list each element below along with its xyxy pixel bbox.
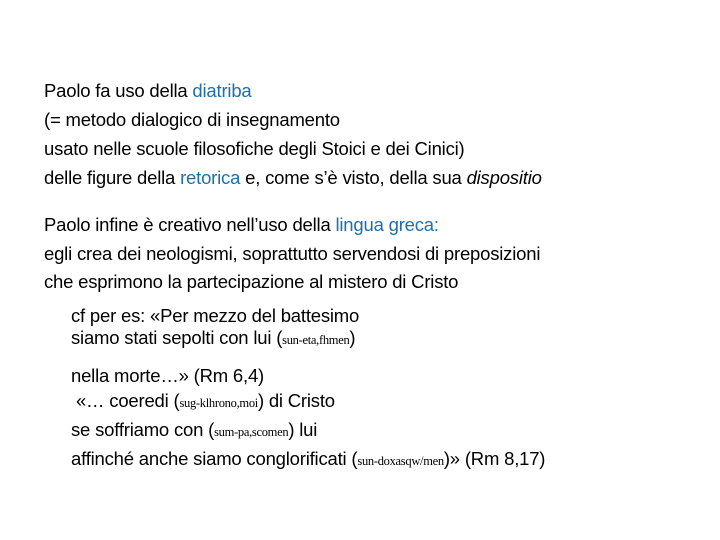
- text: affinché anche siamo conglorificati (: [71, 448, 358, 469]
- greek-word: sun-eta,fhmen: [282, 333, 350, 347]
- para1-line3: usato nelle scuole filosofiche degli Stoici e dei Cinici): [44, 138, 465, 159]
- greek-word: sug-klhrono,moi: [179, 396, 258, 410]
- text: se soffriamo con (: [71, 419, 215, 440]
- term-retorica: retorica: [180, 167, 241, 188]
- text: ): [349, 327, 356, 348]
- example-line2: [71, 327, 355, 351]
- para1-line4: [44, 167, 542, 189]
- example-line4: [71, 390, 335, 414]
- para2-line2: egli crea dei neologismi, soprattutto servendosi di preposizioni: [44, 243, 541, 264]
- text: )» (Rm 8,17): [443, 448, 546, 469]
- example-line1: cf per es: «Per mezzo del battesimo: [71, 305, 360, 326]
- example-line5: [71, 419, 317, 443]
- text: «… coeredi (: [71, 390, 180, 411]
- text: siamo stati sepolti con lui (: [71, 327, 283, 348]
- para2-line1: [44, 214, 439, 236]
- text: ) di Cristo: [257, 390, 335, 411]
- para1-line2: (= metodo dialogico di insegnamento: [44, 109, 340, 130]
- text: ) lui: [288, 419, 318, 440]
- term-dispositio: dispositio: [466, 167, 542, 188]
- text: e, come s’è visto, della sua: [240, 167, 467, 188]
- para2-line3: che esprimono la partecipazione al mistero di Cristo: [44, 271, 459, 292]
- example-line6: [71, 448, 545, 472]
- example-line3: nella morte…» (Rm 6,4): [71, 365, 264, 386]
- text: delle figure della: [44, 167, 181, 188]
- term-lingua-greca: lingua greca:: [335, 214, 439, 235]
- greek-word: sun-doxasqw/men: [357, 454, 444, 468]
- term-diatriba: diatriba: [192, 80, 252, 101]
- text: Paolo fa uso della: [44, 80, 193, 101]
- para1-line1: [44, 80, 252, 102]
- text: Paolo infine è creativo nell’uso della: [44, 214, 336, 235]
- greek-word: sum-pa,scomen: [214, 425, 289, 439]
